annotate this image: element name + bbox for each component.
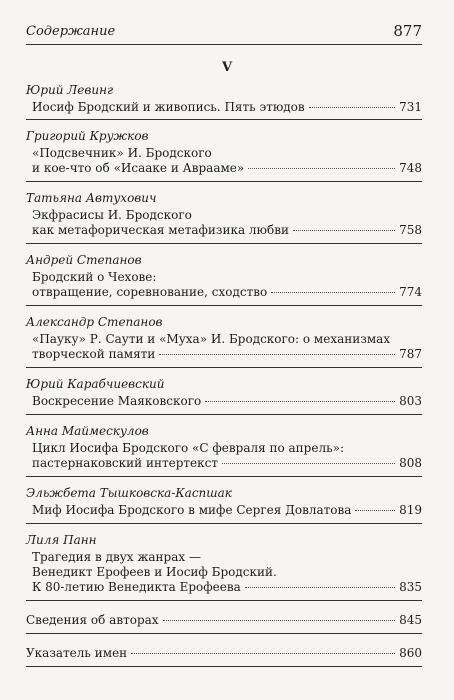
- running-header: [26, 18, 422, 45]
- toc-author: Андрей Степанов: [26, 253, 142, 267]
- toc-author: Юрий Левинг: [26, 83, 114, 97]
- toc-page-number: 819: [399, 503, 422, 517]
- table-of-contents: [26, 83, 422, 667]
- section-title: Содержание: [26, 24, 116, 39]
- toc-title-line: пастернаковский интертекст: [32, 456, 218, 470]
- toc-entry: [26, 486, 422, 524]
- toc-entry: [26, 129, 422, 182]
- toc-title-line: как метафорическая метафизика любви: [32, 223, 289, 237]
- toc-page-number: 803: [399, 394, 422, 408]
- toc-title: [26, 270, 422, 300]
- toc-title-line: отвращение, соревнование, сходство: [32, 285, 268, 299]
- dot-leader: [271, 292, 395, 293]
- toc-author: Юрий Карабчиевский: [26, 377, 165, 391]
- toc-entry: [26, 424, 422, 477]
- toc-author: Татьяна Автухович: [26, 191, 157, 205]
- toc-title-line: Воскресение Маяковского: [32, 394, 202, 408]
- toc-entry: [26, 533, 422, 601]
- toc-page-number: 748: [399, 161, 422, 175]
- dot-leader: [222, 463, 395, 464]
- toc-title: [26, 208, 422, 238]
- toc-page-number: 787: [399, 347, 422, 361]
- toc-title: [26, 503, 422, 518]
- toc-title-line: и кое-что об «Исааке и Аврааме»: [32, 161, 245, 175]
- toc-entry: [26, 83, 422, 120]
- toc-page-number: 758: [399, 223, 422, 237]
- toc-author: Анна Маймескулов: [26, 424, 149, 438]
- dot-leader: [159, 354, 395, 355]
- dot-leader: [309, 107, 395, 108]
- toc-title-line: творческой памяти: [32, 347, 156, 361]
- toc-entry: [26, 377, 422, 415]
- toc-title: [26, 613, 422, 628]
- toc-title-line: Миф Иосифа Бродского в мифе Сергея Довлатова: [32, 503, 352, 517]
- toc-page-number: 860: [399, 646, 422, 660]
- toc-entry: [26, 613, 422, 634]
- dot-leader: [248, 168, 395, 169]
- toc-title-line: «Пауку» Р. Саути и «Муха» И. Бродского: о механизмах: [32, 332, 391, 346]
- toc-title-line: Сведения об авторах: [26, 613, 159, 627]
- toc-title-line: Экфрасисы И. Бродского: [32, 208, 192, 222]
- toc-page-number: 835: [399, 580, 422, 594]
- toc-author: Александр Степанов: [26, 315, 163, 329]
- toc-page-number: 845: [399, 613, 422, 627]
- toc-title: [26, 646, 422, 661]
- toc-title-line: Иосиф Бродский и живопись. Пять этюдов: [32, 100, 305, 114]
- part-label: V: [221, 60, 233, 75]
- toc-title: [26, 394, 422, 409]
- toc-title: [26, 441, 422, 471]
- dot-leader: [131, 653, 395, 654]
- toc-title-line: «Подсвечник» И. Бродского: [32, 146, 212, 160]
- toc-entry: [26, 253, 422, 306]
- toc-title-line: Цикл Иосифа Бродского «С февраля по апрель»:: [32, 441, 344, 455]
- toc-author: Эльжбета Тышковска-Каспшак: [26, 486, 232, 500]
- page-number: 877: [393, 22, 422, 40]
- dot-leader: [293, 230, 395, 231]
- toc-title: [26, 146, 422, 176]
- toc-entry: [26, 191, 422, 244]
- dot-leader: [355, 510, 395, 511]
- toc-title: [26, 550, 422, 595]
- toc-title-line: Трагедия в двух жанрах —: [32, 550, 201, 564]
- toc-page-number: 731: [399, 100, 422, 114]
- dot-leader: [163, 620, 396, 621]
- toc-title-line: Бродский о Чехове:: [32, 270, 157, 284]
- toc-entry: [26, 315, 422, 368]
- dot-leader: [245, 587, 395, 588]
- toc-title-line: Венедикт Ерофеев и Иосиф Бродский.: [32, 565, 277, 579]
- dot-leader: [205, 401, 395, 402]
- toc-author: Григорий Кружков: [26, 129, 149, 143]
- toc-entry: [26, 646, 422, 667]
- toc-title: [26, 332, 422, 362]
- toc-page-number: 808: [399, 456, 422, 470]
- toc-title-line: Указатель имен: [26, 646, 128, 660]
- toc-title: [26, 100, 422, 114]
- toc-author: Лиля Панн: [26, 533, 97, 547]
- toc-page-number: 774: [399, 285, 422, 299]
- toc-title-line: К 80-летию Венедикта Ерофеева: [32, 580, 241, 594]
